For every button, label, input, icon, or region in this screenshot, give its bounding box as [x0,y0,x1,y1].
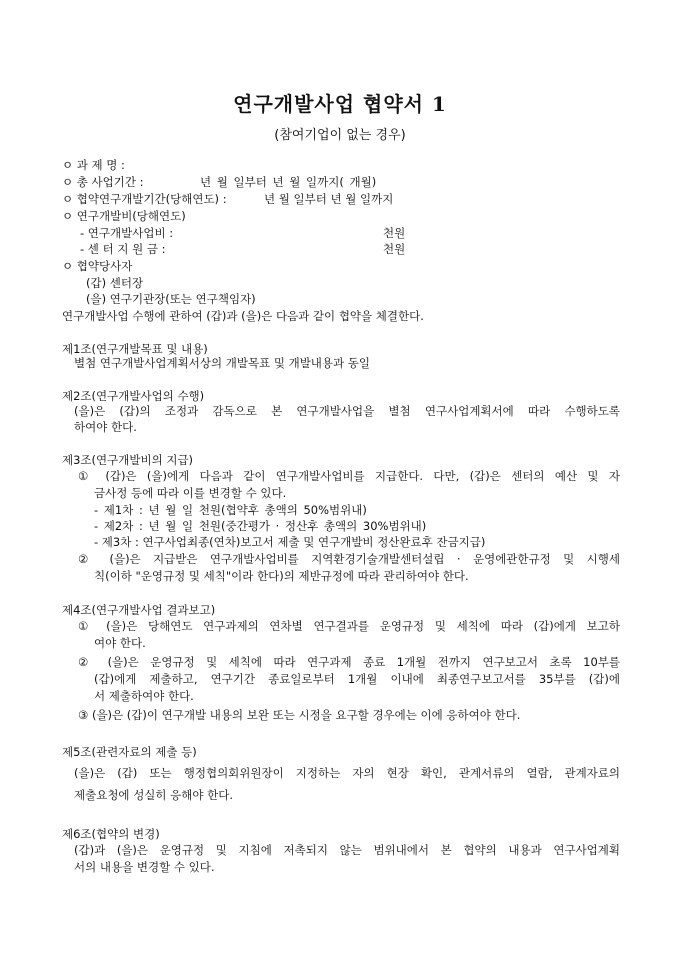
document-subtitle: (참여기업이 없는 경우) [274,128,406,143]
preamble: 연구개발사업 수행에 관하여 (갑)과 (을)은 다음과 같이 협약을 체결한다. [62,309,424,323]
article-6-body-line1: (갑)과 (을)은 운영규정 및 지침에 저촉되지 않는 범위내에서 본 협약의 내용과 연구사업계획 [74,843,620,857]
article-4-item2-line2: (갑)에게 제출하고, 연구기간 종료일로부터 1개월 이내에 최종연구보고서를 35부를 (갑)에 [94,672,620,686]
article-4-item1-line2: 여야 한다. [94,636,146,650]
document-title: 연구개발사업 협약서 1 [233,92,447,116]
article-2-body-line2: 하여야 한다. [74,420,137,434]
article-6-body-line2: 서의 내용을 변경할 수 있다. [74,860,215,874]
funding-dev-label: - 연구개발사업비 : [80,226,174,240]
funding-dev-unit: 천원 [383,226,406,240]
article-4-item1-line1: ① (을)은 당해연도 연구과제의 연차별 연구결과를 운영규정 및 세칙에 따라 (갑)에게 보고하 [78,619,620,633]
payment-2: - 제2차 : 년 월 일 천원(중간평가 · 정산후 총액의 30%범위내) [94,519,427,533]
article-4-item2-line1: ② (을)은 운영규정 및 세칙에 따라 연구과제 종료 1개월 전까지 연구보고서 초록 10부를 [78,655,620,669]
article-5-body-line2: 제출요청에 성실히 응해야 한다. [74,788,234,802]
article-3-item2-line2: 칙(이하 "운영규정 및 세칙"이라 한다)의 제반규정에 따라 관리하여야 한다. [94,569,469,583]
parties-label: ㅇ 협약당사자 [62,259,133,273]
article-3-item1-line1: ① (갑)은 (을)에게 다음과 같이 연구개발사업비를 지급한다. 다만, (갑)은 센터의 예산 및 자 [78,469,620,483]
party-a: (갑) 센터장 [86,276,144,290]
article-4-item2-line3: 서 제출하여야 한다. [94,689,194,703]
article-5-title: 제5조(관련자료의 제출 등) [62,745,197,759]
total-period-values: 년 월 일부터 년 월 일까지( 개월) [200,175,377,189]
funding-label: ㅇ 연구개발비(당해연도) [62,209,186,223]
article-4-title: 제4조(연구개발사업 결과보고) [62,603,216,617]
payment-1: - 제1차 : 년 월 일 천원(협약후 총액의 50%범위내) [94,503,367,517]
article-3-item1-line2: 금사정 등에 따라 이를 변경할 수 있다. [94,486,287,500]
article-3-title: 제3조(연구개발비의 지급) [62,453,194,467]
funding-center-unit: 천원 [383,242,406,256]
agreement-period-values: 년 월 일부터 년 월 일까지 [264,192,394,206]
payment-3: - 제3차 : 연구사업최종(연차)보고서 제출 및 연구개발비 정산완료후 잔금지급) [94,535,486,549]
article-1-body: 별첨 연구개발사업계획서상의 개발목표 및 개발내용과 동일 [74,356,370,370]
party-b: (을) 연구기관장(또는 연구책임자) [86,292,256,306]
agreement-period-label: ㅇ 협약연구개발기간(당해연도) : [62,192,227,206]
funding-center-label: - 센 터 지 원 금 : [80,242,166,256]
article-3-item2-line1: ② (을)은 지급받은 연구개발사업비를 지역환경기술개발센터설립 · 운영에관한규정 및 시행세 [78,552,620,566]
article-2-body-line1: (을)은 (갑)의 조정과 감독으로 본 연구개발사업을 별첨 연구사업계획서에 따라 수행하도록 [74,404,620,418]
article-4-item3: ③ (을)은 (갑)이 연구개발 내용의 보완 또는 시정을 요구할 경우에는 이에 응하여야 한다. [78,708,521,722]
project-name-label: ㅇ 과 제 명 : [62,158,125,172]
article-6-title: 제6조(협약의 변경) [62,827,160,841]
article-2-title: 제2조(연구개발사업의 수행) [62,389,205,403]
article-5-body-line1: (을)은 (갑) 또는 행정협의회위원장이 지정하는 자의 현장 확인, 관계서류의 열람, 관계자료의 [74,766,620,780]
total-period-label: ㅇ 총 사업기간 : [62,175,144,189]
article-1-title: 제1조(연구개발목표 및 내용) [62,342,208,356]
